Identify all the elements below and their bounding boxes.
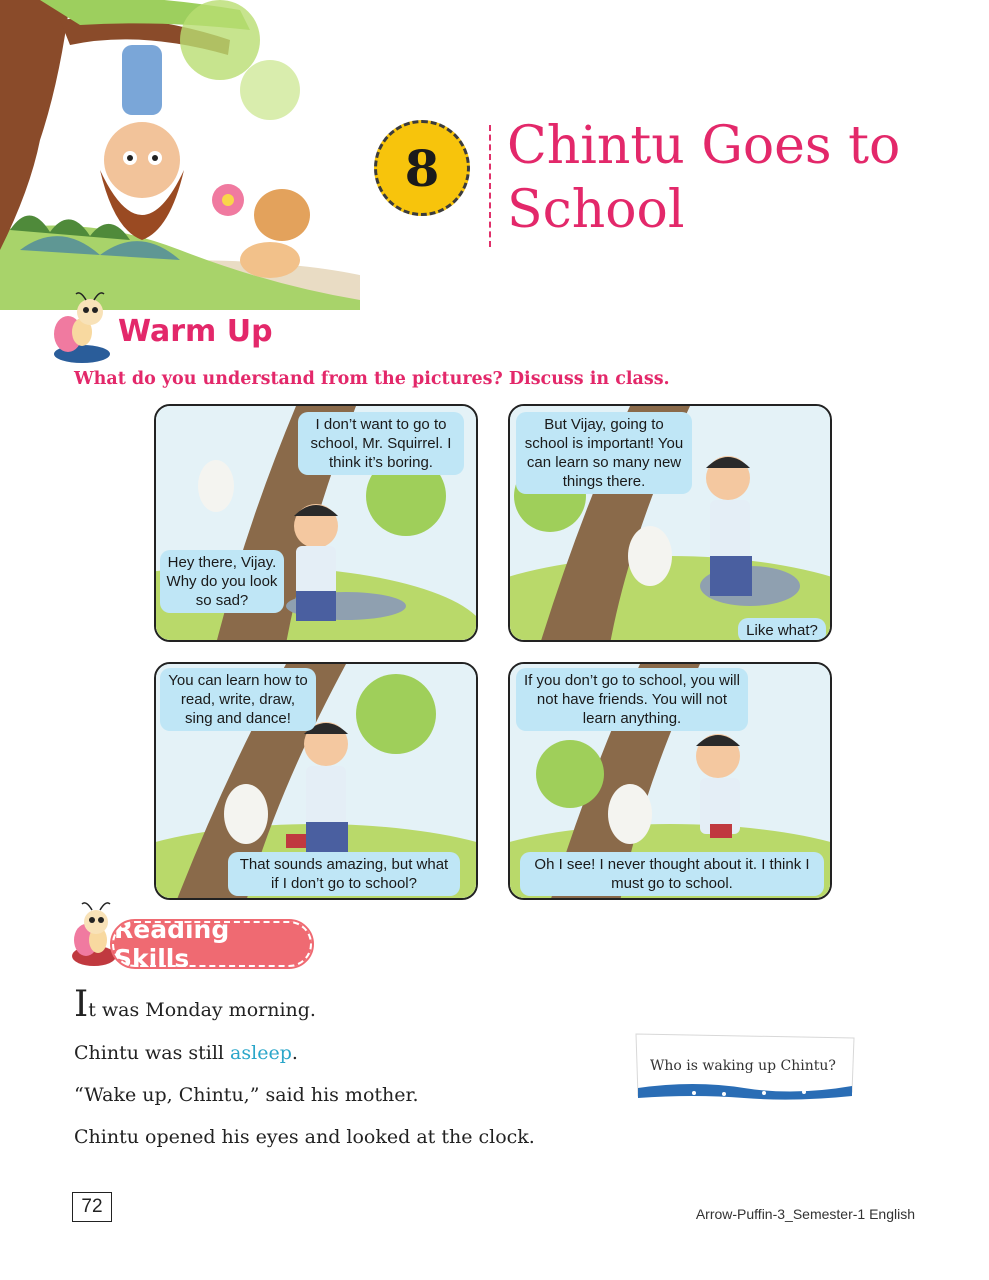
speech-bubble: I don’t want to go to school, Mr. Squirrel. I think it’s boring.	[298, 412, 464, 475]
chapter-number: 8	[404, 138, 440, 198]
reading-skills-heading: Reading Skills	[112, 921, 312, 967]
comic-panel-1	[154, 404, 478, 642]
story-text: Chintu was still	[74, 1042, 231, 1064]
drop-cap: I	[74, 984, 89, 1025]
chapter-divider	[489, 125, 491, 247]
speech-bubble: But Vijay, going to school is important! You can learn so many new things there.	[516, 412, 692, 494]
bug-mascot-icon	[46, 288, 120, 372]
speech-bubble: That sounds amazing, but what if I don’t go to school?	[228, 852, 460, 896]
speech-bubble: You can learn how to read, write, draw, sing and dance!	[160, 668, 316, 731]
page-number: 72	[72, 1192, 112, 1222]
side-question: Who is waking up Chintu?	[650, 1058, 836, 1074]
comic-panel-4	[508, 662, 832, 900]
side-question-card	[634, 1030, 856, 1106]
story-line-2	[74, 1042, 298, 1064]
story-text: .	[291, 1042, 298, 1064]
warm-up-question: What do you understand from the pictures? Discuss in class.	[74, 369, 670, 389]
chapter-number-badge	[374, 120, 470, 216]
speech-bubble: Like what?	[738, 618, 826, 642]
story-text: t was Monday morning.	[88, 999, 316, 1021]
comic-panel-2	[508, 404, 832, 642]
comic-panel-3	[154, 662, 478, 900]
hero-illustration	[0, 0, 360, 310]
speech-bubble: Hey there, Vijay. Why do you look so sad?	[160, 550, 284, 613]
speech-bubble: Oh I see! I never thought about it. I think I must go to school.	[520, 852, 824, 896]
vocab-word: asleep	[230, 1042, 292, 1064]
warm-up-heading: Warm Up	[118, 314, 273, 349]
book-footer: Arrow-Puffin-3_Semester-1 English	[695, 1206, 915, 1222]
story-line-4: Chintu opened his eyes and looked at the clock.	[74, 1126, 535, 1148]
chapter-title: Chintu Goes to School	[507, 116, 901, 240]
story-line-1	[74, 984, 316, 1025]
speech-bubble: If you don’t go to school, you will not have friends. You will not learn anything.	[516, 668, 748, 731]
story-line-3: “Wake up, Chintu,” said his mother.	[74, 1084, 419, 1106]
